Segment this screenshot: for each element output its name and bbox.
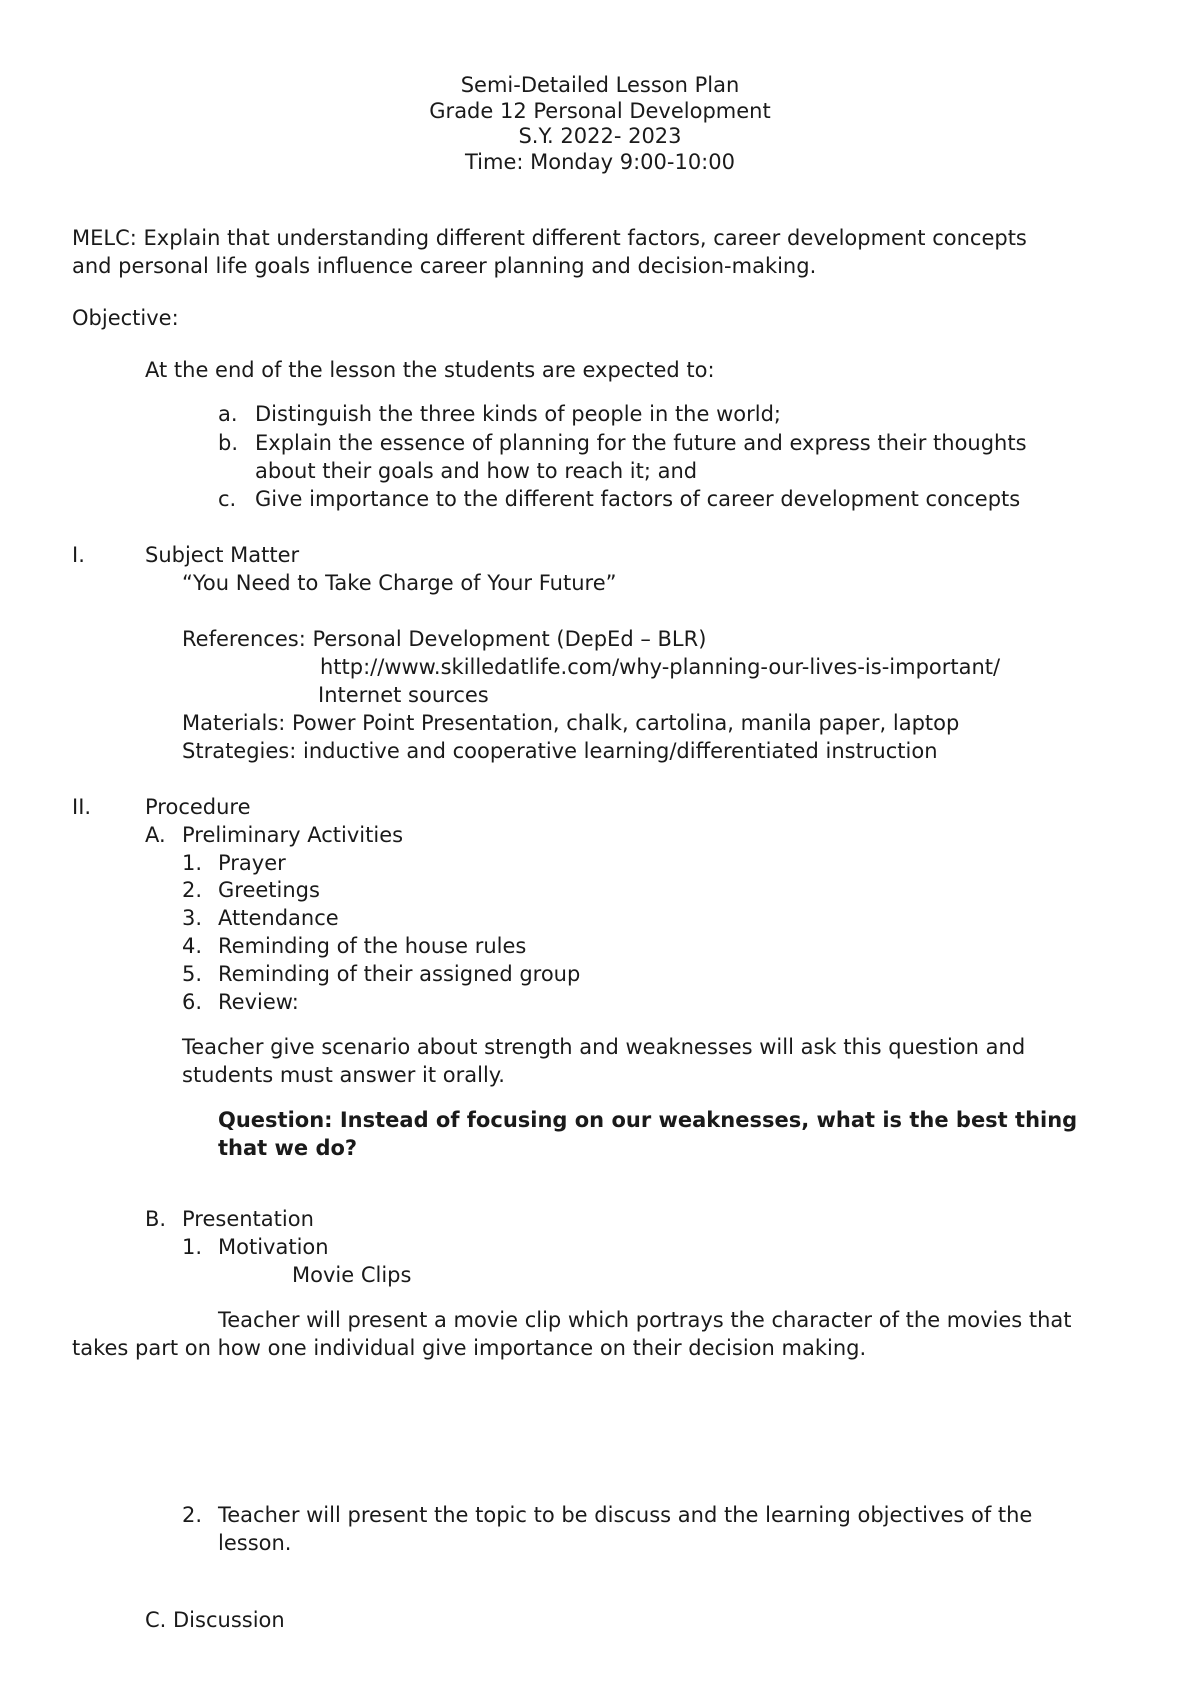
objective-marker-b: b. [218, 431, 239, 455]
strategies-line: Strategies: inductive and cooperative learning/differentiated instruction [182, 739, 938, 763]
presentation-item-2-marker: 2. [182, 1503, 203, 1527]
motivation-marker: 1. [182, 1235, 203, 1259]
objective-item-a: Distinguish the three kinds of people in the world; [255, 402, 781, 426]
objective-item-b-line-2: about their goals and how to reach it; and [255, 459, 698, 483]
discussion-heading: C. Discussion [145, 1608, 285, 1632]
prelim-item-attendance: Attendance [218, 906, 339, 930]
objective-item-c: Give importance to the different factors of career development concepts [255, 487, 1021, 511]
review-question-line-2: that we do? [218, 1136, 358, 1160]
motivation-heading: Motivation [218, 1235, 329, 1259]
motivation-text-line-2: takes part on how one individual give importance on their decision making. [72, 1336, 867, 1360]
section-numeral-ii: II. [72, 795, 92, 819]
reference-url: http://www.skilledatlife.com/why-planning-our-lives-is-important/ [320, 655, 1001, 679]
prelim-marker-1: 1. [182, 851, 203, 875]
prelim-item-assigned-group: Reminding of their assigned group [218, 962, 581, 986]
review-text-line-1: Teacher give scenario about strength and weaknesses will ask this question and [182, 1035, 1026, 1059]
materials-line: Materials: Power Point Presentation, chalk, cartolina, manila paper, laptop [182, 711, 960, 735]
subject-matter-heading: Subject Matter [145, 543, 300, 567]
prelim-marker-4: 4. [182, 934, 203, 958]
objective-marker-a: a. [218, 402, 238, 426]
lesson-topic: “You Need to Take Charge of Your Future” [182, 571, 617, 595]
prelim-marker-5: 5. [182, 962, 203, 986]
prelim-item-review: Review: [218, 990, 299, 1014]
school-year: S.Y. 2022- 2023 [518, 124, 682, 148]
section-numeral-i: I. [72, 543, 85, 567]
prelim-marker-2: 2. [182, 878, 203, 902]
motivation-text-line-1: Teacher will present a movie clip which portrays the character of the movies that [218, 1308, 1072, 1332]
review-question-line-1: Question: Instead of focusing on our weaknesses, what is the best thing [218, 1108, 1078, 1132]
time-schedule: Time: Monday 9:00-10:00 [465, 150, 735, 174]
objective-item-b-line-1: Explain the essence of planning for the future and express their thoughts [255, 431, 1027, 455]
presentation-item-2-line-1: Teacher will present the topic to be discuss and the learning objectives of the [218, 1503, 1033, 1527]
prelim-marker-3: 3. [182, 906, 203, 930]
prelim-item-greetings: Greetings [218, 878, 320, 902]
subsection-marker-a: A. [145, 823, 166, 847]
objective-marker-c: c. [218, 487, 237, 511]
doc-title: Semi-Detailed Lesson Plan [460, 73, 740, 97]
subsection-marker-b: B. [145, 1207, 167, 1231]
reference-internet: Internet sources [318, 683, 489, 707]
prelim-marker-6: 6. [182, 990, 203, 1014]
prelim-item-house-rules: Reminding of the house rules [218, 934, 527, 958]
melc-line-1: MELC: Explain that understanding different different factors, career development concepts [72, 226, 1027, 250]
grade-subject: Grade 12 Personal Development [429, 99, 771, 123]
objective-intro: At the end of the lesson the students are expected to: [145, 358, 715, 382]
procedure-heading: Procedure [145, 795, 251, 819]
presentation-heading: Presentation [182, 1207, 314, 1231]
prelim-item-prayer: Prayer [218, 851, 286, 875]
melc-line-2: and personal life goals influence career planning and decision-making. [72, 254, 817, 278]
objective-label: Objective: [72, 306, 179, 330]
movie-clips-label: Movie Clips [292, 1263, 412, 1287]
preliminary-activities-heading: Preliminary Activities [182, 823, 404, 847]
presentation-item-2-line-2: lesson. [218, 1531, 292, 1555]
review-text-line-2: students must answer it orally. [182, 1063, 505, 1087]
references-line: References: Personal Development (DepEd – BLR) [182, 627, 707, 651]
